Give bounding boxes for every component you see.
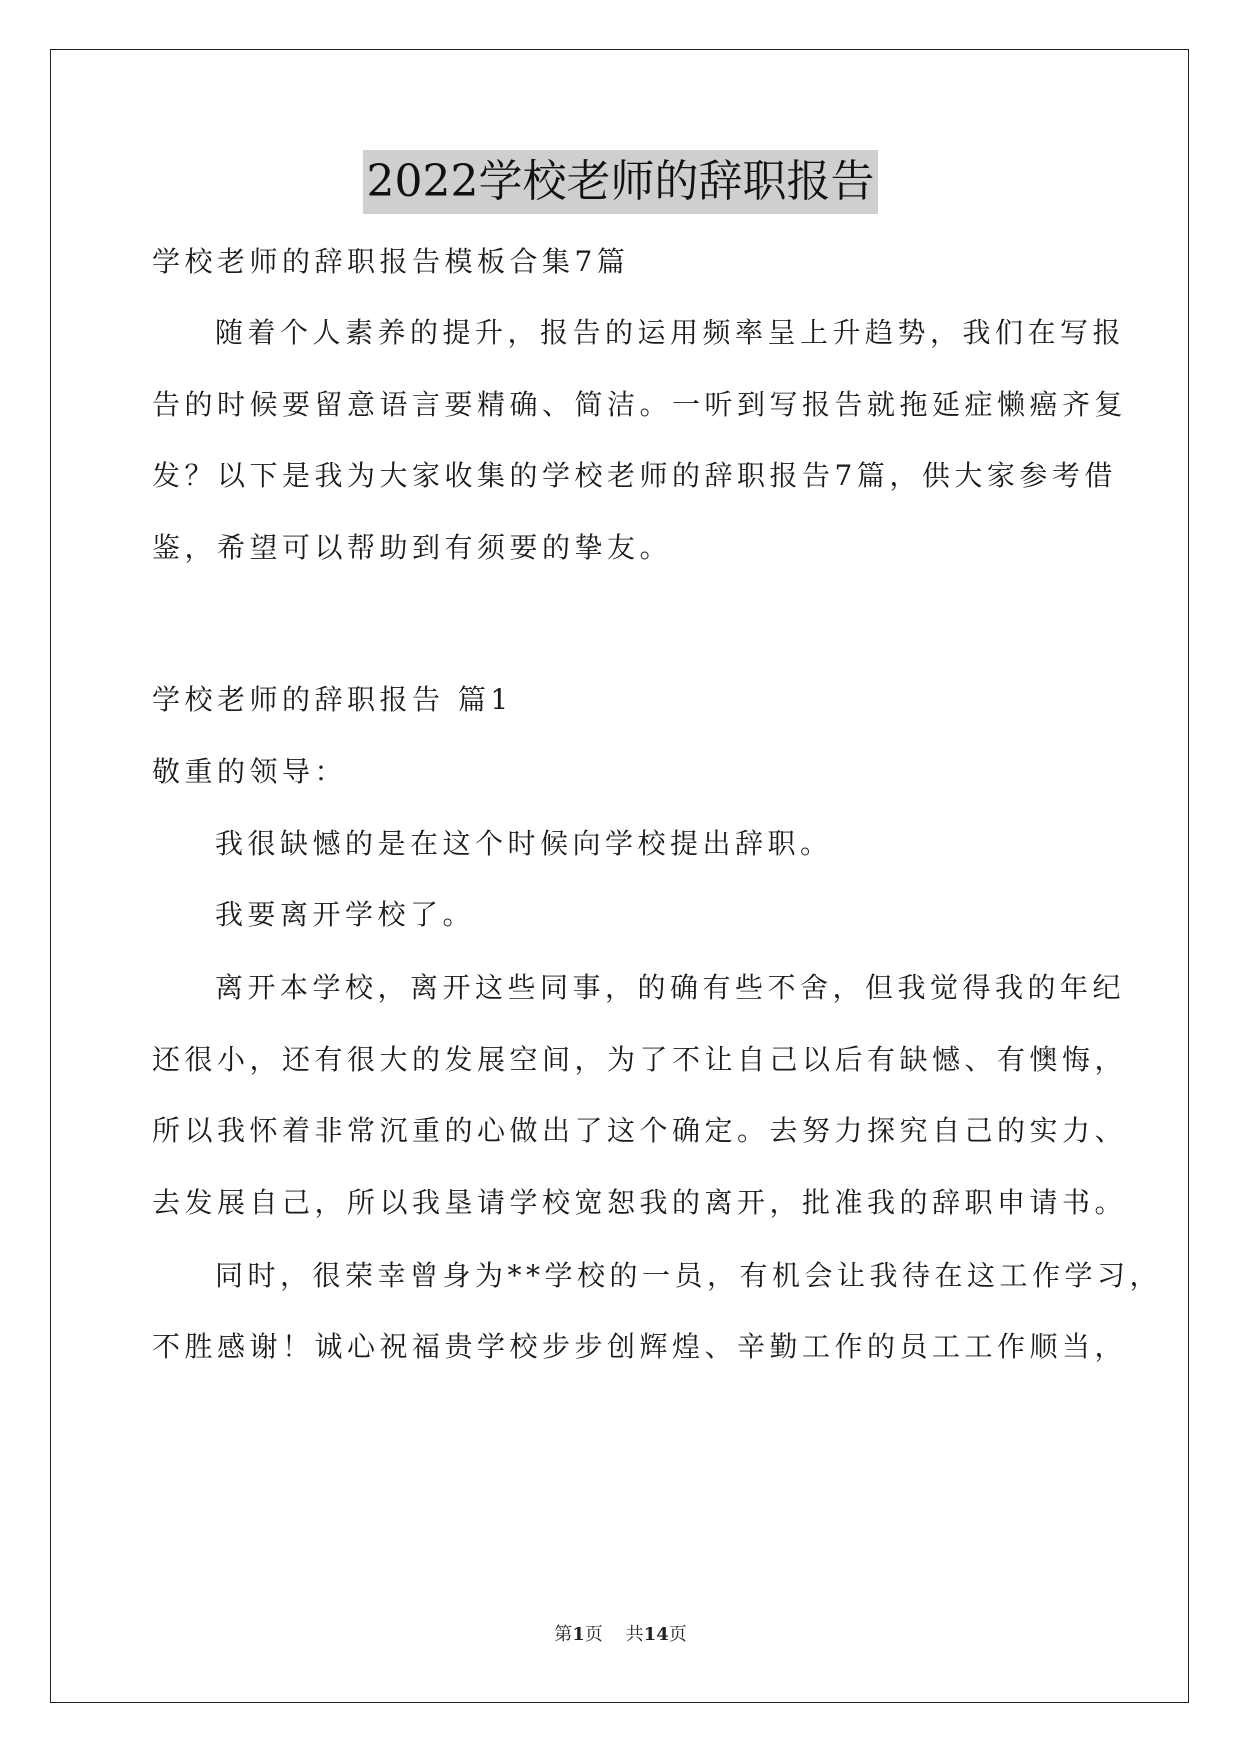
footer-total-prefix: 共 [625, 1624, 644, 1644]
page-footer [0, 1622, 1241, 1647]
paragraph-line: 发？以下是我为大家收集的学校老师的辞职报告7篇，供大家参考借 [152, 459, 1117, 492]
section-heading: 学校老师的辞职报告 篇1 [152, 683, 513, 716]
paragraph-line: 鉴，希望可以帮助到有须要的挚友。 [152, 531, 673, 564]
footer-prefix: 第 [554, 1624, 573, 1644]
paragraph-line: 还很小，还有很大的发展空间，为了不让自己以后有缺憾、有懊悔， [152, 1043, 1128, 1076]
paragraph-line: 随着个人素养的提升，报告的运用频率呈上升趋势，我们在写报 [215, 316, 1126, 349]
salutation: 敬重的领导： [152, 755, 348, 788]
footer-page-number: 1 [572, 1624, 585, 1645]
footer-total-suffix: 页 [668, 1624, 687, 1644]
paragraph-line: 所以我怀着非常沉重的心做出了这个确定。去努力探究自己的实力、 [152, 1114, 1128, 1147]
title-container [0, 150, 1241, 214]
footer-page-suffix: 页 [584, 1624, 603, 1644]
document-title: 2022学校老师的辞职报告 [363, 150, 879, 214]
paragraph-line: 我要离开学校了。 [215, 898, 476, 931]
footer-total-pages: 14 [643, 1624, 669, 1645]
paragraph-line: 告的时候要留意语言要精确、简洁。一听到写报告就拖延症懒癌齐复 [152, 388, 1128, 421]
paragraph-line: 同时，很荣幸曾身为**学校的一员，有机会让我待在这工作学习， [215, 1259, 1163, 1292]
page-border [50, 49, 1189, 1703]
paragraph-line: 不胜感谢！诚心祝福贵学校步步创辉煌、辛勤工作的员工工作顺当， [152, 1330, 1128, 1363]
subtitle-line: 学校老师的辞职报告模板合集7篇 [152, 245, 630, 278]
paragraph-line: 我很缺憾的是在这个时候向学校提出辞职。 [215, 827, 833, 860]
paragraph-line: 离开本学校，离开这些同事，的确有些不舍，但我觉得我的年纪 [215, 971, 1126, 1004]
paragraph-line: 去发展自己，所以我垦请学校宽恕我的离开，批准我的辞职申请书。 [152, 1186, 1128, 1219]
